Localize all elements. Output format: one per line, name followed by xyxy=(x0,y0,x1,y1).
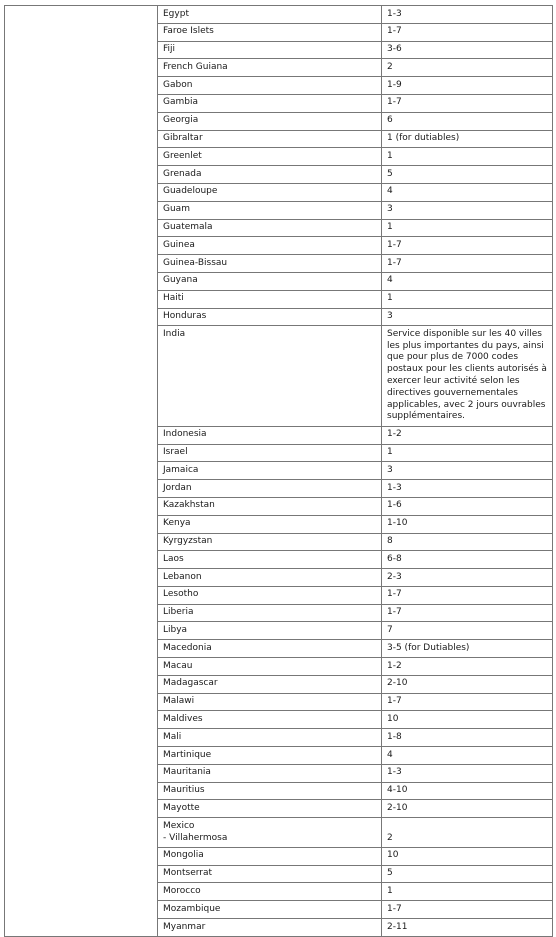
country-cell xyxy=(158,586,382,604)
country-name: Fiji xyxy=(163,44,176,55)
country-name: Mali xyxy=(163,731,182,742)
country-cell xyxy=(158,166,382,184)
transit-days-cell xyxy=(382,729,553,747)
transit-days: 2-10 xyxy=(387,678,408,689)
transit-days-cell xyxy=(382,183,553,201)
country-cell xyxy=(158,112,382,130)
transit-days: 5 xyxy=(387,168,393,179)
transit-days: 3 xyxy=(387,464,393,475)
transit-days-cell xyxy=(382,640,553,658)
transit-days-cell xyxy=(382,148,553,166)
transit-days-cell xyxy=(382,919,553,937)
country-cell xyxy=(158,148,382,166)
country-name: Mongolia xyxy=(163,850,204,861)
country-cell xyxy=(158,41,382,59)
transit-days-cell xyxy=(382,462,553,480)
country-name: Indonesia xyxy=(163,429,207,440)
country-cell xyxy=(158,711,382,729)
country-name: Egypt xyxy=(163,8,189,19)
transit-days-cell xyxy=(382,515,553,533)
transit-days-cell xyxy=(382,6,553,24)
country-cell xyxy=(158,533,382,551)
transit-days: 3 xyxy=(387,204,393,215)
country-name: Macau xyxy=(163,660,193,671)
transit-days-cell xyxy=(382,166,553,184)
transit-days: 1-7 xyxy=(387,239,402,250)
country-cell xyxy=(158,818,382,848)
transit-days-cell xyxy=(382,41,553,59)
transit-days-cell xyxy=(382,201,553,219)
transit-days-cell xyxy=(382,533,553,551)
transit-days: 4-10 xyxy=(387,785,408,796)
transit-days: 1-7 xyxy=(387,97,402,108)
transit-days-cell xyxy=(382,426,553,444)
country-name: Mexico xyxy=(163,820,195,831)
transit-days-cell xyxy=(382,255,553,273)
country-name: Libya xyxy=(163,624,188,635)
country-name: Macedonia xyxy=(163,642,212,653)
transit-days: 1-2 xyxy=(387,429,402,440)
country-cell xyxy=(158,747,382,765)
transit-time-table-page xyxy=(4,5,551,937)
country-cell xyxy=(158,219,382,237)
country-cell xyxy=(158,444,382,462)
country-name: Guadeloupe xyxy=(163,186,218,197)
transit-days: 1-8 xyxy=(387,731,402,742)
transit-days-cell xyxy=(382,480,553,498)
transit-days-cell xyxy=(382,219,553,237)
country-name: Maldives xyxy=(163,713,203,724)
transit-days-cell xyxy=(382,865,553,883)
empty-left-column xyxy=(5,6,158,937)
transit-days: 2-3 xyxy=(387,571,402,582)
transit-days: 3-5 (for Dutiables) xyxy=(387,642,470,653)
transit-days-cell xyxy=(382,586,553,604)
country-name: Gibraltar xyxy=(163,133,203,144)
transit-time-table xyxy=(4,5,553,937)
country-cell xyxy=(158,800,382,818)
transit-days-cell xyxy=(382,883,553,901)
transit-days-cell xyxy=(382,23,553,41)
transit-days-cell xyxy=(382,847,553,865)
country-cell xyxy=(158,693,382,711)
country-name: Israel xyxy=(163,447,188,458)
transit-days-cell xyxy=(382,130,553,148)
country-cell xyxy=(158,426,382,444)
transit-days-cell xyxy=(382,237,553,255)
country-cell xyxy=(158,675,382,693)
transit-days: 3-6 xyxy=(387,44,402,55)
transit-days: 10 xyxy=(387,850,399,861)
country-subregion: - Villahermosa xyxy=(163,832,228,843)
transit-days: 1-6 xyxy=(387,500,402,511)
country-cell xyxy=(158,515,382,533)
transit-days-cell xyxy=(382,326,553,426)
country-name: Laos xyxy=(163,553,184,564)
country-cell xyxy=(158,290,382,308)
transit-days: 1 xyxy=(387,293,393,304)
country-name: Montserrat xyxy=(163,868,213,879)
country-name: Kenya xyxy=(163,518,191,529)
transit-days: 4 xyxy=(387,749,393,760)
transit-days-cell xyxy=(382,59,553,77)
transit-days-cell xyxy=(382,747,553,765)
country-cell xyxy=(158,272,382,290)
country-cell xyxy=(158,658,382,676)
country-name: Malawi xyxy=(163,696,195,707)
country-name: Guatemala xyxy=(163,222,213,233)
transit-days-cell xyxy=(382,675,553,693)
country-cell xyxy=(158,23,382,41)
country-name: Kyrgyzstan xyxy=(163,536,213,546)
transit-days-cell xyxy=(382,711,553,729)
country-cell xyxy=(158,59,382,77)
country-name: Gambia xyxy=(163,97,198,108)
transit-days: 2 xyxy=(387,832,393,843)
country-name: Guam xyxy=(163,204,190,215)
country-name: Madagascar xyxy=(163,678,218,689)
transit-days-cell xyxy=(382,444,553,462)
country-name: India xyxy=(163,328,186,339)
country-name: Kazakhstan xyxy=(163,500,215,511)
country-name: Grenada xyxy=(163,168,202,179)
transit-days-cell xyxy=(382,782,553,800)
country-cell xyxy=(158,77,382,95)
country-cell xyxy=(158,919,382,937)
country-cell xyxy=(158,130,382,148)
country-cell xyxy=(158,94,382,112)
cell-spacer xyxy=(387,821,547,833)
transit-days-cell xyxy=(382,272,553,290)
country-name: Guyana xyxy=(163,275,198,286)
country-cell xyxy=(158,326,382,426)
country-cell xyxy=(158,604,382,622)
transit-days: 1-7 xyxy=(387,607,402,618)
transit-days: 1 (for dutiables) xyxy=(387,133,460,144)
country-cell xyxy=(158,622,382,640)
country-name: Jordan xyxy=(163,482,192,493)
country-cell xyxy=(158,569,382,587)
transit-days: 4 xyxy=(387,275,393,286)
country-name: Gabon xyxy=(163,79,193,90)
transit-days: 1-7 xyxy=(387,589,402,600)
transit-days: 1-10 xyxy=(387,518,408,529)
transit-days-cell xyxy=(382,800,553,818)
country-cell xyxy=(158,640,382,658)
transit-days-cell xyxy=(382,497,553,515)
country-name: Honduras xyxy=(163,311,207,322)
country-name: French Guiana xyxy=(163,61,228,72)
country-cell xyxy=(158,237,382,255)
transit-days: 1 xyxy=(387,447,393,458)
country-cell xyxy=(158,847,382,865)
country-name: Myanmar xyxy=(163,921,206,932)
country-cell xyxy=(158,255,382,273)
country-cell xyxy=(158,551,382,569)
country-name: Lebanon xyxy=(163,571,202,582)
transit-days-cell xyxy=(382,551,553,569)
transit-days-cell xyxy=(382,77,553,95)
transit-days: 2-11 xyxy=(387,921,408,932)
table-row xyxy=(5,6,553,24)
transit-days: 1 xyxy=(387,885,393,896)
country-name: Guinea-Bissau xyxy=(163,257,228,268)
country-name: Georgia xyxy=(163,115,199,126)
country-name: Greenlet xyxy=(163,150,202,161)
country-cell xyxy=(158,308,382,326)
transit-days: 1-9 xyxy=(387,79,402,90)
transit-days: 2 xyxy=(387,61,393,72)
transit-days-cell xyxy=(382,818,553,848)
country-name: Mozambique xyxy=(163,903,221,914)
country-name: Jamaica xyxy=(163,464,199,475)
country-cell xyxy=(158,462,382,480)
country-cell xyxy=(158,883,382,901)
country-cell xyxy=(158,764,382,782)
transit-days: 1 xyxy=(387,150,393,161)
transit-days: 4 xyxy=(387,186,393,197)
country-cell xyxy=(158,729,382,747)
transit-days: 1-3 xyxy=(387,482,402,493)
transit-days: 1 xyxy=(387,222,393,233)
transit-days: 10 xyxy=(387,713,399,724)
transit-days: 5 xyxy=(387,868,393,879)
transit-days-cell xyxy=(382,290,553,308)
country-cell xyxy=(158,6,382,24)
transit-days-cell xyxy=(382,658,553,676)
country-cell xyxy=(158,865,382,883)
country-name: Mayotte xyxy=(163,802,200,813)
country-cell xyxy=(158,183,382,201)
country-cell xyxy=(158,201,382,219)
transit-days-cell xyxy=(382,693,553,711)
transit-days-cell xyxy=(382,622,553,640)
transit-days-cell xyxy=(382,604,553,622)
country-name: Morocco xyxy=(163,885,201,896)
transit-days: 6 xyxy=(387,115,393,126)
country-cell xyxy=(158,782,382,800)
country-name: Mauritania xyxy=(163,767,211,778)
transit-days: 2-10 xyxy=(387,802,408,813)
transit-days: 1-7 xyxy=(387,257,402,268)
country-name: Faroe Islets xyxy=(163,26,214,37)
transit-days: 1-3 xyxy=(387,8,402,19)
transit-days-cell xyxy=(382,94,553,112)
country-name: Martinique xyxy=(163,749,212,760)
country-name: Haiti xyxy=(163,293,184,304)
country-name: Mauritius xyxy=(163,785,205,796)
transit-days: 1-7 xyxy=(387,903,402,914)
transit-days: 8 xyxy=(387,536,393,546)
transit-days: 1-7 xyxy=(387,696,402,707)
transit-days: 7 xyxy=(387,624,393,635)
country-name: Liberia xyxy=(163,607,194,618)
transit-days-cell xyxy=(382,764,553,782)
transit-days: Service disponible sur les 40 villes les plus importantes du pays, ainsi que pour plus de 7000 codes postaux pour les clients autorisés à exercer leur activité selon les directives gouvernementales applicables, avec 2 jours ouvrables supplémentaires. xyxy=(387,328,547,422)
transit-days: 1-2 xyxy=(387,660,402,671)
transit-days-cell xyxy=(382,112,553,130)
country-cell xyxy=(158,480,382,498)
table-body xyxy=(5,6,553,937)
transit-days: 3 xyxy=(387,311,393,322)
transit-days: 1-7 xyxy=(387,26,402,37)
country-cell xyxy=(158,497,382,515)
transit-days: 1-3 xyxy=(387,767,402,778)
country-name: Guinea xyxy=(163,239,195,250)
transit-days-cell xyxy=(382,569,553,587)
transit-days: 6-8 xyxy=(387,553,402,564)
transit-days-cell xyxy=(382,308,553,326)
country-name: Lesotho xyxy=(163,589,199,600)
